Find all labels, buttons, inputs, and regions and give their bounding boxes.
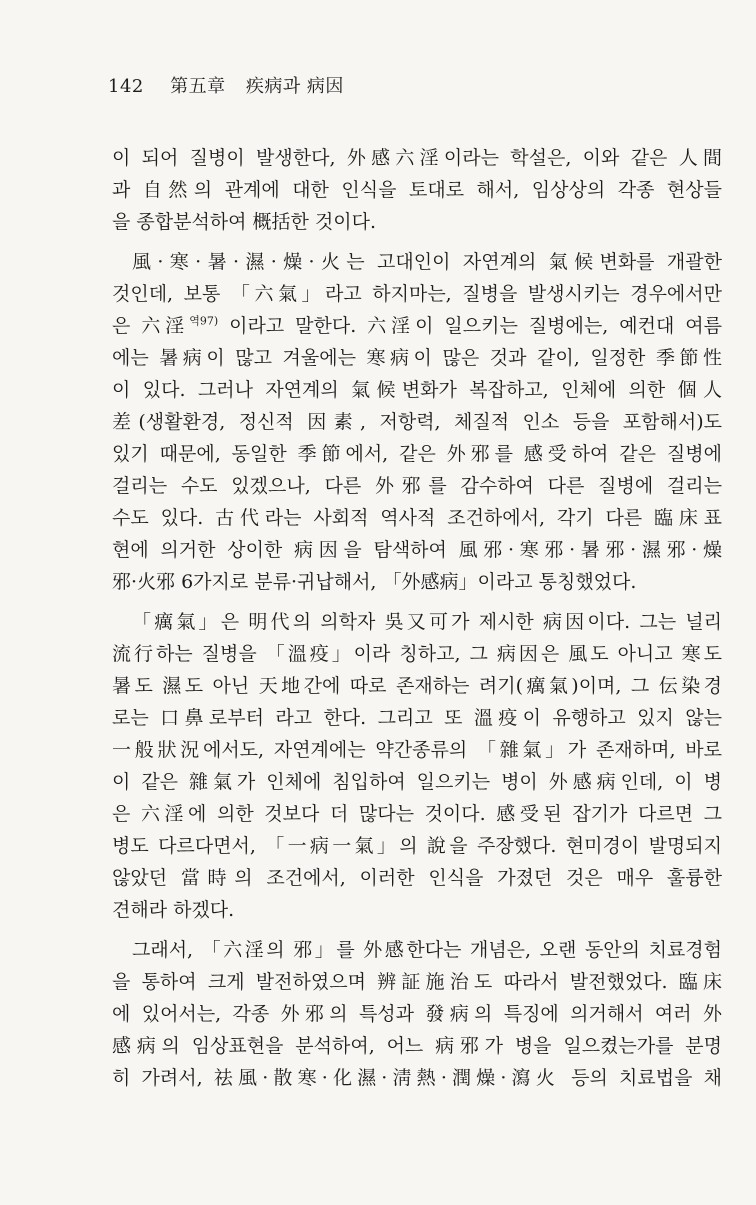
body-text xyxy=(112,142,722,1102)
text-line: 을 종합분석하여 概括한 것이다. xyxy=(112,211,377,233)
text-line: 수도 있다. 古代라는 사회적 역사적 조건하에서, 각기 다른 臨床표 xyxy=(112,507,722,529)
text-line: 이 있다. 그러나 자연계의 氣候변화가 복잡하고, 인체에 의한 個人 xyxy=(112,379,722,401)
running-head xyxy=(108,72,344,98)
text-span: 은 六淫 xyxy=(112,315,190,337)
text-line: 差(생활환경, 정신적 因素, 저항력, 체질적 인소 등을 포함해서)도 xyxy=(112,411,722,433)
text-span: 이라고 말한다. 六淫이 일으키는 질병에는, 예컨대 여름 xyxy=(218,315,722,337)
text-line: 현에 의거한 상이한 病因을 탐색하여 風邪·寒邪·暑邪·濕邪·燥 xyxy=(112,539,722,561)
paragraph-3 xyxy=(112,606,722,926)
text-line: 병도 다르다면서, 「一病一氣」의 說을 주장했다. 현미경이 발명되지 xyxy=(112,835,722,857)
text-line: 感病의 임상표현을 분석하여, 어느 病邪가 병을 일으켰는가를 분명 xyxy=(112,1035,722,1057)
text-line: 있기 때문에, 동일한 季節에서, 같은 外邪를 感受하여 같은 질병에 xyxy=(112,443,722,465)
text-line: 견해라 하겠다. xyxy=(112,899,235,921)
text-line: 流行하는 질병을 「溫疫」이라 칭하고, 그 病因은 風도 아니고 寒도 xyxy=(112,643,722,665)
text-line: 않았던 當時의 조건에서, 이러한 인식을 가졌던 것은 매우 훌륭한 xyxy=(112,867,722,889)
text-line: 이 같은 雜氣가 인체에 침입하여 일으키는 병이 外感病인데, 이 병 xyxy=(112,771,722,793)
text-line: 과 自然의 관계에 대한 인식을 토대로 해서, 임상상의 각종 현상들 xyxy=(112,179,722,201)
text-line: 風·寒·暑·濕·燥·火는 고대인이 자연계의 氣候변화를 개괄한 xyxy=(132,251,722,273)
paragraph-1 xyxy=(112,142,722,238)
text-line-with-footnote xyxy=(112,310,722,342)
text-line: 그래서, 「六淫의 邪」를 外感한다는 개념은, 오랜 동안의 치료경험 xyxy=(132,939,722,961)
text-line: 一般狀況에서도, 자연계에는 약간종류의 「雜氣」가 존재하며, 바로 xyxy=(112,739,722,761)
text-line: 이 되어 질병이 발생한다, 外感六淫이라는 학설은, 이와 같은 人間 xyxy=(112,147,722,169)
text-line: 히 가려서, 祛風·散寒·化濕·淸熱·潤燥·瀉火 등의 치료법을 채 xyxy=(112,1067,722,1089)
text-line: 에는 暑病이 많고 겨울에는 寒病이 많은 것과 같이, 일정한 季節性 xyxy=(112,347,722,369)
paragraph-4 xyxy=(112,934,722,1094)
text-line: 것인데, 보통 「六氣」라고 하지마는, 질병을 발생시키는 경우에서만 xyxy=(112,283,722,305)
text-line: 「癘氣」은 明代의 의학자 吳又可가 제시한 病因이다. 그는 널리 xyxy=(132,611,722,633)
text-line: 로는 口鼻로부터 라고 한다. 그리고 또 溫疫이 유행하고 있지 않는 xyxy=(112,707,722,729)
footnote-marker: 역97) xyxy=(189,314,219,328)
section-title: 疾病과 病因 xyxy=(245,76,344,97)
text-line: 暑도 濕도 아닌 天地간에 따로 존재하는 려기(癘氣)이며, 그 伝染경 xyxy=(112,675,722,697)
text-line: 邪·火邪 6가지로 분류·귀납해서, 「外感病」이라고 통칭했었다. xyxy=(112,571,637,593)
text-line: 에 있어서는, 각종 外邪의 특성과 發病의 특징에 의거해서 여러 外 xyxy=(112,1003,722,1025)
paragraph-2 xyxy=(112,246,722,598)
text-line: 걸리는 수도 있겠으나, 다른 外邪를 감수하여 다른 질병에 걸리는 xyxy=(112,475,722,497)
page-number: 142 xyxy=(108,76,144,97)
chapter-label: 第五章 xyxy=(170,76,226,97)
text-line: 을 통하여 크게 발전하였으며 辨証施治도 따라서 발전했었다. 臨床 xyxy=(112,971,722,993)
text-line: 은 六淫에 의한 것보다 더 많다는 것이다. 感受된 잡기가 다르면 그 xyxy=(112,803,722,825)
